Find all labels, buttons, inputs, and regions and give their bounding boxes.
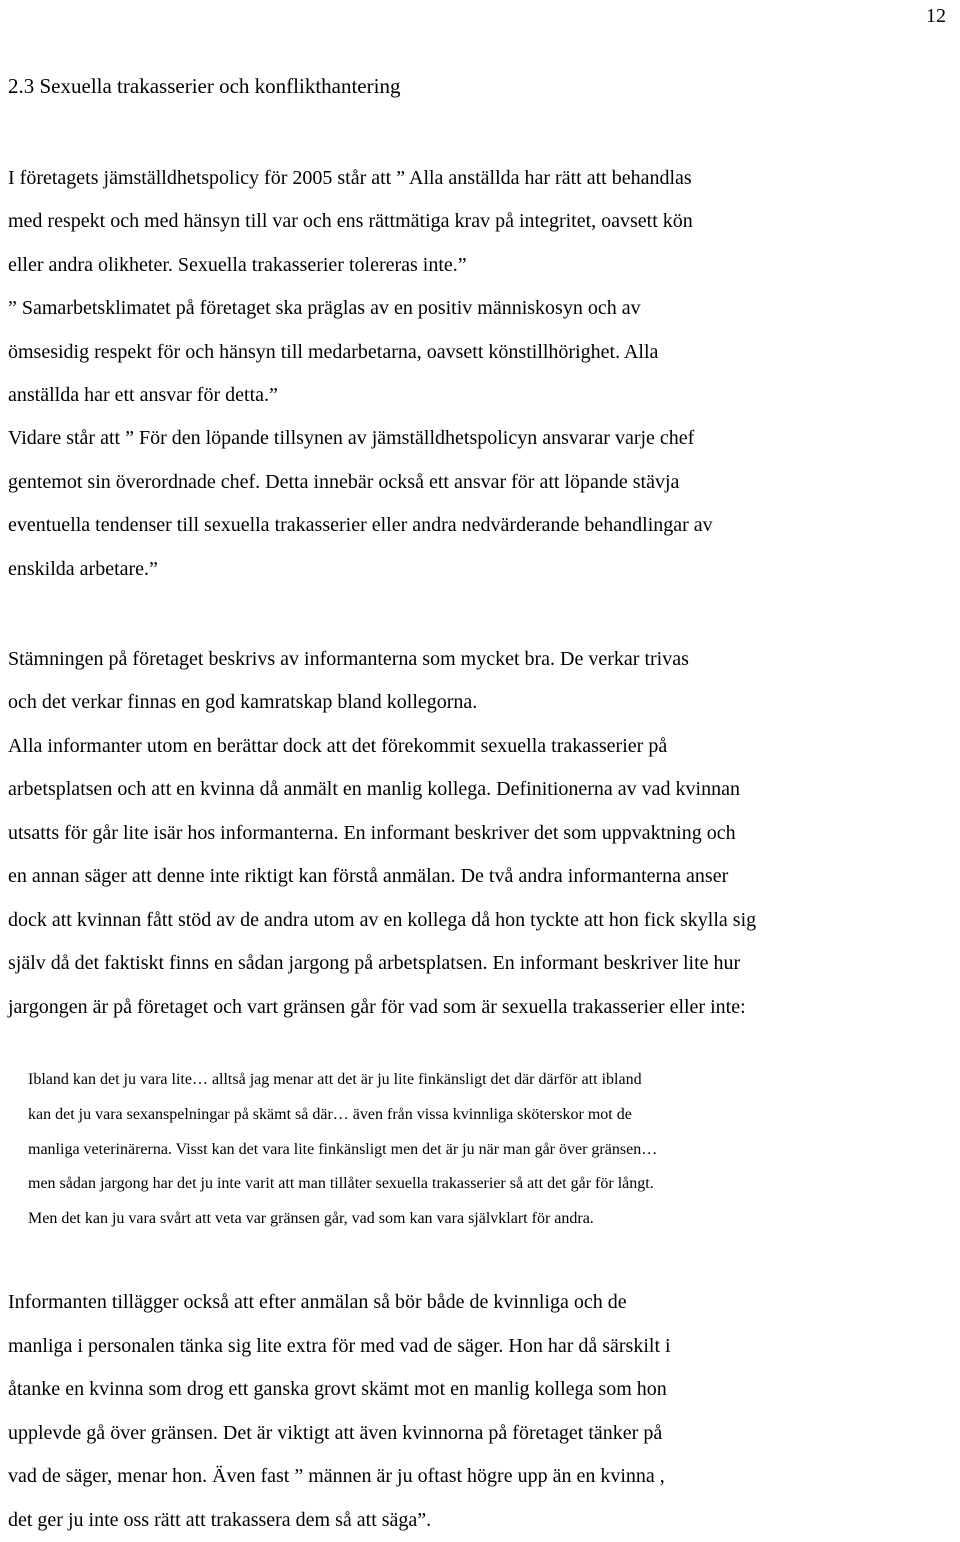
section-heading: 2.3 Sexuella trakasserier och konflikthantering: [8, 72, 400, 100]
text-line: dock att kvinnan fått stöd av de andra utom av en kollega då hon tyckte att hon fick skylla sig: [8, 899, 953, 942]
informant-paragraph: [8, 1281, 953, 1542]
text-line: Vidare står att ” För den löpande tillsynen av jämställdhetspolicyn ansvarar varje chef: [8, 417, 953, 460]
text-line: jargongen är på företaget och vart gränsen går för vad som är sexuella trakasserier eller inte:: [8, 986, 953, 1029]
text-line: arbetsplatsen och att en kvinna då anmält en manlig kollega. Definitionerna av vad kvinnan: [8, 768, 953, 811]
text-line: eventuella tendenser till sexuella trakasserier eller andra nedvärderande behandlingar av: [8, 504, 953, 547]
text-line: gentemot sin överordnade chef. Detta innebär också ett ansvar för att löpande stävja: [8, 461, 953, 504]
text-line: manliga i personalen tänka sig lite extra för med vad de säger. Hon har då särskilt i: [8, 1325, 953, 1369]
block-quote: [28, 1063, 928, 1237]
text-line: utsatts för går lite isär hos informanterna. En informant beskriver det som uppvaktning och: [8, 812, 953, 855]
text-line: och det verkar finnas en god kamratskap bland kollegorna.: [8, 681, 953, 724]
text-line: ” Samarbetsklimatet på företaget ska präglas av en positiv människosyn och av: [8, 287, 953, 330]
text-line: åtanke en kvinna som drog ett ganska grovt skämt mot en manlig kollega som hon: [8, 1368, 953, 1412]
text-line: ömsesidig respekt för och hänsyn till medarbetarna, oavsett könstillhörighet. Alla: [8, 331, 953, 374]
text-line: I företagets jämställdhetspolicy för 2005 står att ” Alla anställda har rätt att behandlas: [8, 157, 953, 200]
text-line: vad de säger, menar hon. Även fast ” männen är ju oftast högre upp än en kvinna ,: [8, 1455, 953, 1499]
atmosphere-paragraph: [8, 638, 953, 1029]
quote-line: kan det ju vara sexanspelningar på skämt så där… även från vissa kvinnliga sköterskor mot de: [28, 1098, 928, 1133]
quote-line: Men det kan ju vara svårt att veta var gränsen går, vad som kan vara självklart för andra.: [28, 1202, 928, 1237]
text-line: en annan säger att denne inte riktigt kan förstå anmälan. De två andra informanterna anser: [8, 855, 953, 898]
text-line: Alla informanter utom en berättar dock att det förekommit sexuella trakasserier på: [8, 725, 953, 768]
policy-paragraph: [8, 157, 953, 591]
text-line: Stämningen på företaget beskrivs av informanterna som mycket bra. De verkar trivas: [8, 638, 953, 681]
quote-line: manliga veterinärerna. Visst kan det vara lite finkänsligt men det är ju när man går över gränsen…: [28, 1133, 928, 1168]
text-line: eller andra olikheter. Sexuella trakasserier tolereras inte.”: [8, 244, 953, 287]
text-line: enskilda arbetare.”: [8, 548, 953, 591]
text-line: det ger ju inte oss rätt att trakassera dem så att säga”.: [8, 1499, 953, 1542]
page-number: 12: [926, 4, 946, 28]
text-line: själv då det faktiskt finns en sådan jargong på arbetsplatsen. En informant beskriver lite hur: [8, 942, 953, 985]
text-line: anställda har ett ansvar för detta.”: [8, 374, 953, 417]
text-line: Informanten tillägger också att efter anmälan så bör både de kvinnliga och de: [8, 1281, 953, 1325]
quote-line: men sådan jargong har det ju inte varit att man tillåter sexuella trakasserier så att det går för långt.: [28, 1167, 928, 1202]
quote-line: Ibland kan det ju vara lite… alltså jag menar att det är ju lite finkänsligt det där därför att ibland: [28, 1063, 928, 1098]
text-line: med respekt och med hänsyn till var och ens rättmätiga krav på integritet, oavsett kön: [8, 200, 953, 243]
text-line: upplevde gå över gränsen. Det är viktigt att även kvinnorna på företaget tänker på: [8, 1412, 953, 1456]
